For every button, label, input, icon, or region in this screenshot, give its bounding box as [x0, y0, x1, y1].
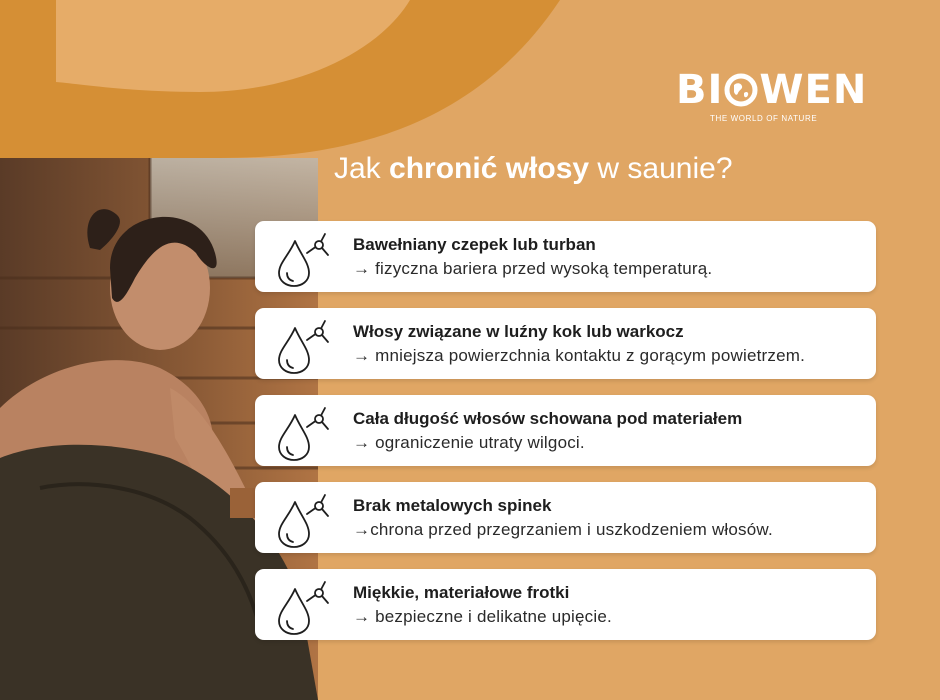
tip-title: Cała długość włosów schowana pod materiałem: [353, 409, 743, 428]
tip-card-4: [255, 482, 876, 553]
tip-description: → bezpieczne i delikatne upięcie.: [353, 607, 612, 626]
tip-description: →chrona przed przegrzaniem i uszkodzeniem włosów.: [353, 520, 773, 539]
tip-card-2: [255, 308, 876, 379]
logo-wordmark: [676, 66, 867, 114]
tip-title: Włosy związane w luźny kok lub warkocz: [353, 322, 684, 341]
tip-card-3: [255, 395, 876, 466]
water-drop-molecule-icon: [273, 488, 333, 548]
logo-tagline: THE WORLD OF NATURE: [710, 114, 818, 123]
tip-description: → ograniczenie utraty wilgoci.: [353, 433, 585, 452]
logo-letters-wen: WEN: [759, 67, 868, 113]
water-drop-molecule-icon: [273, 401, 333, 461]
water-drop-molecule-icon: [273, 227, 333, 287]
tip-title: Miękkie, materiałowe frotki: [353, 583, 570, 602]
globe-icon: [724, 73, 758, 107]
title-highlight: chronić włosy: [389, 152, 590, 185]
tip-description: → mniejsza powierzchnia kontaktu z gorącym powietrzem.: [353, 346, 806, 365]
tip-title: Bawełniany czepek lub turban: [353, 235, 596, 254]
tip-title: Brak metalowych spinek: [353, 496, 552, 515]
water-drop-molecule-icon: [273, 314, 333, 374]
tip-description: → fizyczna bariera przed wysoką temperaturą.: [353, 259, 713, 278]
tip-card-1: [255, 221, 876, 292]
tip-card-5: [255, 569, 876, 640]
logo-letters-bi: BI: [676, 67, 724, 113]
title-prefix: Jak: [334, 152, 390, 185]
title-suffix: w saunie?: [589, 152, 733, 185]
page-title: [334, 152, 733, 186]
biowen-logo: [676, 66, 876, 126]
water-drop-molecule-icon: [273, 575, 333, 635]
